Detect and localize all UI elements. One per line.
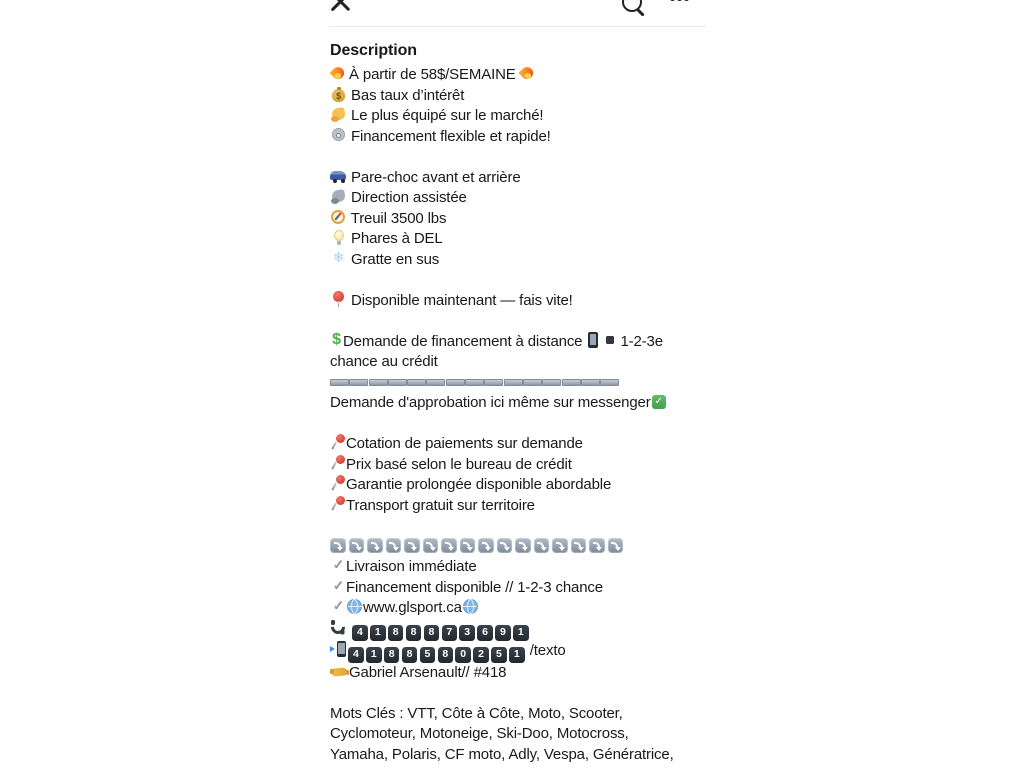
keycap-digit-icon: 8 bbox=[406, 625, 422, 641]
gear-icon bbox=[330, 127, 347, 144]
keycap-digit-icon: 8 bbox=[384, 647, 400, 663]
text-run: Cyclomoteur, Motoneige, Ski-Doo, Motocross, bbox=[330, 725, 629, 742]
text-run: À partir de 58$/SEMAINE bbox=[345, 66, 520, 83]
description-line bbox=[330, 188, 710, 209]
keycap-digit-icon: 3 bbox=[459, 625, 475, 641]
text-run: Financement flexible et rapide! bbox=[347, 127, 551, 145]
keycap-digit-icon: 5 bbox=[420, 647, 436, 663]
pushpin-icon bbox=[330, 496, 346, 513]
keycap-digit-icon: 1 bbox=[513, 625, 529, 641]
keycap-digit-icon: 4 bbox=[352, 625, 368, 641]
text-run: Phares à DEL bbox=[347, 230, 443, 247]
snowflake-icon bbox=[330, 250, 347, 267]
mechanical-arm-icon bbox=[330, 188, 347, 205]
keycap-digit-icon: 1 bbox=[366, 647, 382, 663]
blank-line bbox=[330, 516, 710, 537]
fire-icon bbox=[520, 65, 535, 82]
keycap-digit-icon: 4 bbox=[348, 647, 364, 663]
heavy-minus-icon bbox=[446, 373, 465, 390]
description-line bbox=[330, 537, 710, 558]
search-button[interactable] bbox=[620, 0, 652, 22]
check-mark-icon bbox=[330, 557, 346, 574]
description-line bbox=[330, 250, 710, 271]
blank-line bbox=[330, 147, 710, 168]
pushpin-icon bbox=[330, 475, 346, 492]
arrow-curving-down-icon bbox=[404, 538, 420, 554]
description-line bbox=[330, 393, 710, 414]
description-line bbox=[330, 168, 710, 189]
description-lines bbox=[330, 65, 710, 765]
text-run: Prix basé selon le bureau de crédit bbox=[346, 455, 572, 473]
mobile-phone-icon bbox=[586, 332, 600, 349]
text-run bbox=[347, 620, 351, 637]
fire-icon bbox=[330, 65, 345, 82]
keycap-digit-icon: 8 bbox=[438, 647, 454, 663]
globe-icon bbox=[462, 598, 479, 615]
arrow-curving-down-icon bbox=[515, 538, 531, 554]
check-mark-icon bbox=[330, 598, 346, 615]
arrow-curving-down-icon bbox=[441, 538, 457, 554]
text-run: Le plus équipé sur le marché! bbox=[347, 107, 544, 124]
handshake-icon bbox=[330, 663, 349, 680]
heavy-minus-icon bbox=[542, 373, 561, 390]
pushpin-icon bbox=[330, 434, 346, 451]
arrow-curving-down-icon bbox=[534, 538, 550, 554]
text-run: Gabriel Arsenault// #418 bbox=[349, 663, 507, 681]
description-line bbox=[330, 578, 710, 599]
heavy-minus-icon bbox=[581, 373, 600, 390]
text-run: Treuil 3500 lbs bbox=[347, 209, 447, 227]
description-line bbox=[330, 291, 710, 312]
keycap-digit-icon: 8 bbox=[424, 625, 440, 641]
heavy-minus-icon bbox=[465, 373, 484, 390]
arrow-curving-down-icon bbox=[349, 538, 365, 554]
text-run: Cotation de paiements sur demande bbox=[346, 435, 583, 452]
keycap-digit-icon: 5 bbox=[491, 647, 507, 663]
arrow-curving-down-icon bbox=[497, 538, 513, 554]
blank-line bbox=[330, 683, 710, 704]
description-line bbox=[330, 557, 710, 578]
keycap-digit-icon: 6 bbox=[477, 625, 493, 641]
description-line bbox=[330, 598, 710, 619]
description-section bbox=[330, 40, 710, 765]
text-run: Bas taux d’intérêt bbox=[347, 86, 465, 104]
heavy-minus-icon bbox=[600, 373, 619, 390]
small-black-square-icon bbox=[604, 332, 616, 349]
more-options-button[interactable] bbox=[668, 0, 694, 8]
description-heading: Description bbox=[330, 42, 417, 59]
keycap-digit-icon: 1 bbox=[509, 647, 525, 663]
text-run: /texto bbox=[525, 641, 566, 659]
pushpin-icon bbox=[330, 455, 346, 472]
description-line bbox=[330, 619, 710, 641]
description-line bbox=[330, 209, 710, 230]
heavy-minus-icon bbox=[504, 373, 523, 390]
check-mark-icon bbox=[330, 578, 346, 595]
description-line bbox=[330, 65, 710, 86]
heavy-dollar-icon bbox=[330, 332, 343, 349]
text-run: Mots Clés : VTT, Côte à Côte, Moto, Scooter, bbox=[330, 704, 623, 722]
close-button[interactable] bbox=[327, 0, 355, 16]
arrow-curving-down-icon bbox=[423, 538, 439, 554]
description-line bbox=[330, 745, 710, 766]
heavy-minus-icon bbox=[426, 373, 445, 390]
text-run: Financement disponible // 1-2-3 chance bbox=[346, 578, 603, 596]
keycap-digit-icon: 9 bbox=[495, 625, 511, 641]
heavy-minus-icon bbox=[349, 373, 368, 390]
three-dots-icon bbox=[670, 0, 692, 4]
keycap-digit-icon: 2 bbox=[473, 647, 489, 663]
text-run: Livraison immédiate bbox=[346, 558, 477, 575]
description-line bbox=[330, 127, 710, 148]
description-line bbox=[330, 332, 710, 353]
phone-with-arrow-icon bbox=[330, 641, 347, 658]
text-run: chance au crédit bbox=[330, 353, 438, 370]
text-run: 1-2-3e bbox=[616, 332, 663, 350]
white-check-mark-icon bbox=[651, 393, 668, 410]
blank-line bbox=[330, 414, 710, 435]
flexed-biceps-icon bbox=[330, 106, 347, 123]
search-icon bbox=[620, 0, 650, 20]
heavy-minus-icon bbox=[369, 373, 388, 390]
description-line bbox=[330, 86, 710, 107]
heavy-minus-icon bbox=[407, 373, 426, 390]
arrow-curving-down-icon bbox=[589, 538, 605, 554]
round-pushpin-icon bbox=[330, 291, 347, 308]
heavy-minus-icon bbox=[562, 373, 581, 390]
arrow-curving-down-icon bbox=[367, 538, 383, 554]
arrow-curving-down-icon bbox=[460, 538, 476, 554]
telephone-receiver-icon bbox=[330, 619, 347, 636]
keycap-digit-icon: 8 bbox=[388, 625, 404, 641]
keycap-digit-icon: 8 bbox=[402, 647, 418, 663]
text-run: Garantie prolongée disponible abordable bbox=[346, 476, 612, 493]
keycap-digit-icon: 0 bbox=[455, 647, 471, 663]
globe-icon bbox=[346, 598, 363, 615]
close-icon bbox=[328, 0, 353, 14]
description-line bbox=[330, 106, 710, 127]
description-line bbox=[330, 434, 710, 455]
keycap-digit-icon: 7 bbox=[442, 625, 458, 641]
description-line bbox=[330, 663, 710, 684]
heavy-minus-icon bbox=[484, 373, 503, 390]
description-line bbox=[330, 373, 710, 394]
blank-line bbox=[330, 311, 710, 332]
text-run: Yamaha, Polaris, CF moto, Adly, Vespa, Génératrice, bbox=[330, 745, 674, 763]
arrow-curving-down-icon bbox=[571, 538, 587, 554]
description-line bbox=[330, 352, 710, 373]
text-run: Transport gratuit sur territoire bbox=[346, 496, 535, 514]
description-line bbox=[330, 724, 710, 745]
blue-car-icon bbox=[330, 168, 347, 185]
compass-icon bbox=[330, 209, 347, 226]
text-run: Pare-choc avant et arrière bbox=[347, 168, 521, 186]
description-line bbox=[330, 496, 710, 517]
arrow-curving-down-icon bbox=[608, 538, 624, 554]
description-line bbox=[330, 475, 710, 496]
arrow-curving-down-icon bbox=[330, 538, 346, 554]
heavy-minus-icon bbox=[330, 373, 349, 390]
text-run: www.glsport.ca bbox=[363, 599, 462, 616]
blank-line bbox=[330, 270, 710, 291]
arrow-curving-down-icon bbox=[552, 538, 568, 554]
heavy-minus-icon bbox=[388, 373, 407, 390]
description-line bbox=[330, 455, 710, 476]
text-run: Demande de financement à distance bbox=[343, 332, 587, 350]
description-line bbox=[330, 229, 710, 250]
heavy-minus-icon bbox=[523, 373, 542, 390]
arrow-curving-down-icon bbox=[478, 538, 494, 554]
keycap-digit-icon: 1 bbox=[370, 625, 386, 641]
description-line bbox=[330, 704, 710, 725]
topbar-divider bbox=[330, 26, 706, 27]
arrow-curving-down-icon bbox=[386, 538, 402, 554]
text-run: Disponible maintenant — fais vite! bbox=[347, 291, 573, 309]
text-run: Gratte en sus bbox=[347, 250, 440, 268]
light-bulb-icon bbox=[330, 229, 347, 246]
description-line bbox=[330, 641, 710, 663]
money-bag-icon bbox=[330, 86, 347, 103]
text-run: Demande d'approbation ici même sur messenger bbox=[330, 394, 651, 411]
text-run: Direction assistée bbox=[347, 189, 467, 206]
